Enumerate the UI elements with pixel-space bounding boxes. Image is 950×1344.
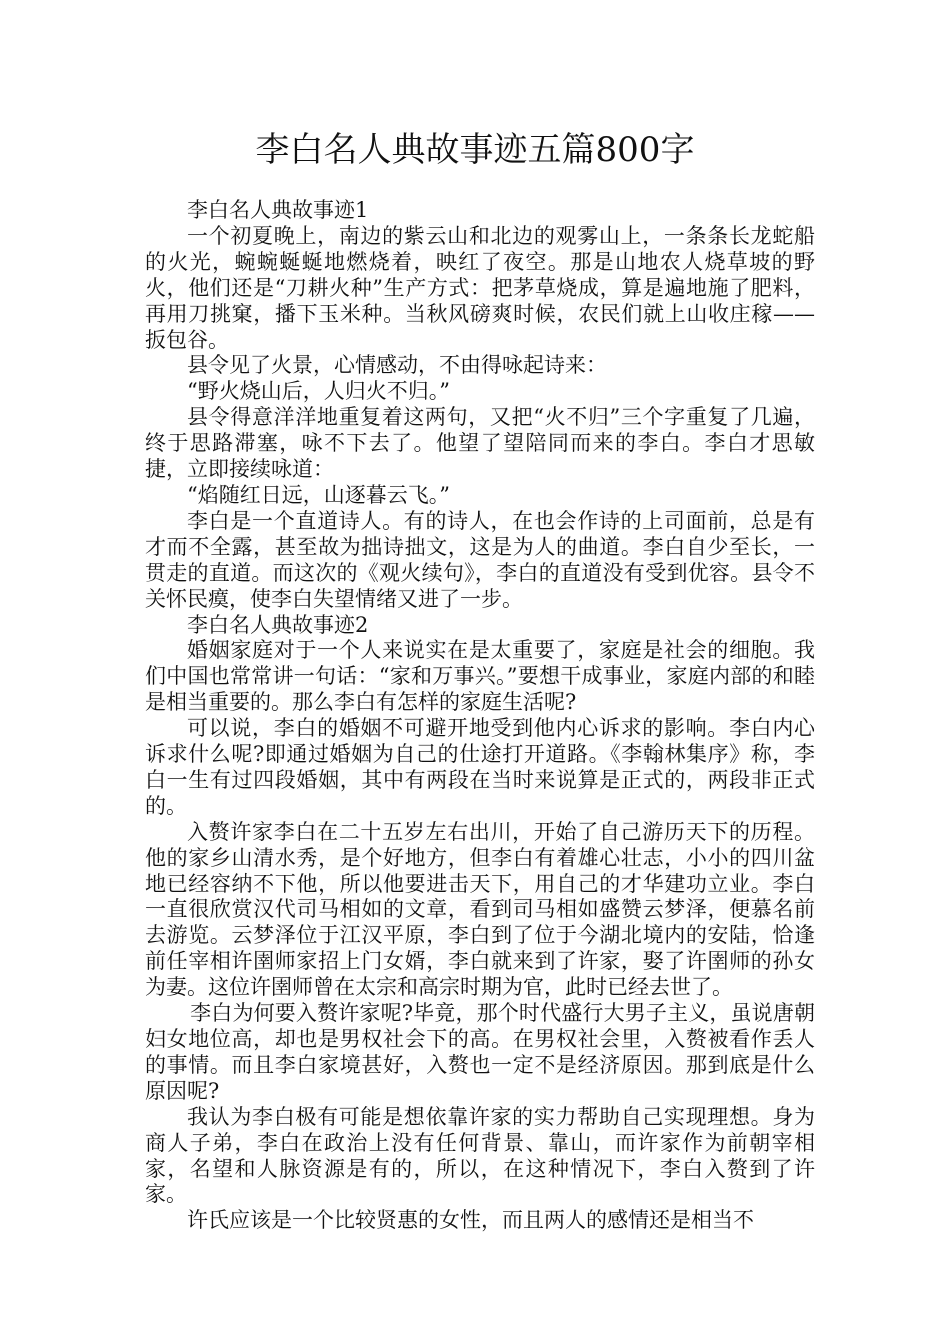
section-heading: 李白名人典故事迹1 bbox=[187, 198, 369, 222]
body-paragraph: 李白是一个直道诗人。有的诗人，在也会作诗的上司面前，总是有才而不全露，甚至故为拙诗拙文，这是为人的曲道。李白自少至长，一贯走的直道。而这次的《观火续句》，李白的直道没有受到优容。县令不关怀民瘼，使李白失望情绪又进了一步。 bbox=[145, 508, 815, 611]
body-paragraph: 入赘许家李白在二十五岁左右出川，开始了自己游历天下的历程。他的家乡山清水秀，是个好地方，但李白有着雄心壮志，小小的四川盆地已经容纳不下他，所以他要进击天下，用自己的才华建功立业。李白一直很欣赏汉代司马相如的文章，看到司马相如盛赞云梦泽，便慕名前去游览。云梦泽位于江汉平原，李白到了位于今湖北境内的安陆，恰逢前任宰相许圉师家招上门女婿，李白就来到了许家，娶了许圉师的孙女为妻。这位许圉师曾在太宗和高宗时期为官，此时已经去世了。 bbox=[145, 819, 815, 1000]
body-paragraph: 许氏应该是一个比较贤惠的女性，而且两人的感情还是相当不 bbox=[187, 1208, 754, 1233]
body-paragraph: 婚姻家庭对于一个人来说实在是太重要了，家庭是社会的细胞。我们中国也常常讲一句话：“家和万事兴。”要想干成事业，家庭内部的和睦是相当重要的。那么李白有怎样的家庭生活呢? bbox=[145, 638, 815, 715]
section-heading: 李白名人典故事迹2 bbox=[187, 612, 369, 637]
document-body bbox=[145, 198, 815, 1234]
body-paragraph: 我认为李白极有可能是想依靠许家的实力帮助自己实现理想。身为商人子弟，李白在政治上没有任何背景、靠山，而许家作为前朝宰相家，名望和人脉资源是有的，所以，在这种情况下，李白入赘到了许家。 bbox=[145, 1104, 815, 1207]
body-paragraph: 李白为何要入赘许家呢?毕竟，那个时代盛行大男子主义，虽说唐朝妇女地位高，却也是男权社会下的高。在男权社会里，入赘被看作丢人的事情。而且李白家境甚好，入赘也一定不是经济原因。那到底是什么原因呢? bbox=[145, 1001, 815, 1103]
body-paragraph: 一个初夏晚上，南边的紫云山和北边的观雾山上，一条条长龙蛇船的火光，蜿蜿蜒蜒地燃烧着，映红了夜空。那是山地农人烧草坡的野火，他们还是“刀耕火种”生产方式：把茅草烧成，算是遍地施了肥料，再用刀挑窠，播下玉米种。当秋风磅爽时候，农民们就上山收庄稼——扳包谷。 bbox=[145, 223, 815, 352]
body-paragraph: 县令得意洋洋地重复着这两句，又把“火不归”三个字重复了几遍，终于思路滞塞，咏不下去了。他望了望陪同而来的李白。李白才思敏捷，立即接续咏道： bbox=[145, 405, 815, 482]
body-paragraph: 可以说，李白的婚姻不可避开地受到他内心诉求的影响。李白内心诉求什么呢?即通过婚姻为自己的仕途打开道路。《李翰林集序》称，李白一生有过四段婚姻，其中有两段在当时来说算是正式的，两段非正式的。 bbox=[145, 716, 815, 818]
poem-line: “焰随红日远，山逐暮云飞。” bbox=[187, 482, 450, 507]
poem-line: “野火烧山后，人归火不归。” bbox=[187, 379, 450, 404]
document-title: 李白名人典故事迹五篇800字 bbox=[255, 130, 695, 170]
body-paragraph: 县令见了火景，心情感动，不由得咏起诗来： bbox=[187, 353, 607, 378]
